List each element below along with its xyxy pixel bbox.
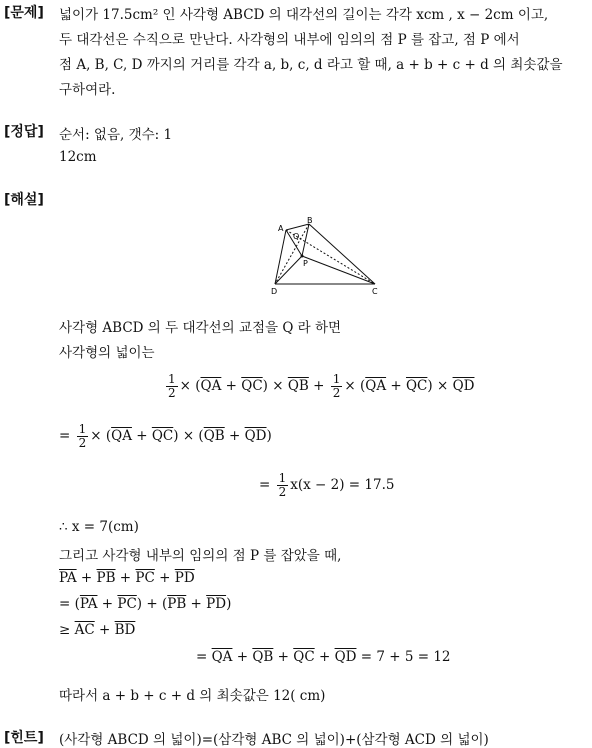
label-d: D (271, 287, 278, 296)
problem-line-1: 넓이가 17.5cm² 인 사각형 ABCD 의 대각선의 길이는 각각 xcm , x − 2cm 이고, (59, 7, 549, 23)
equation-area-value: = $\frac{1}{2}$ x(x − 2) = 17.5 (259, 471, 395, 499)
answer-meta: 순서: 없음, 갯수: 1 (59, 127, 173, 143)
problem-line-2: 두 대각선은 수직으로 만난다. 사각형의 내부에 임의의 점 P 를 잡고, 점 P 에서 (59, 32, 520, 48)
fraction-half: $\frac{1}{2}$ (168, 372, 176, 400)
label-b: B (307, 216, 313, 225)
side-bc (309, 224, 375, 284)
answer-value: 12cm (59, 149, 97, 165)
answer-label: [정답] (4, 124, 44, 140)
explanation-conclusion: 따라서 a + b + c + d 의 최솟값은 12( cm) (59, 688, 326, 704)
problem-label: [문제] (4, 5, 44, 21)
explanation-line-2: 사각형의 넓이는 (59, 345, 155, 361)
side-da (275, 230, 286, 284)
hint-text: (사각형 ABCD 의 넓이)=(삼각형 ABC 의 넓이)+(삼각형 ACD 의 넓이) (59, 732, 489, 748)
fraction-half: $\frac{1}{2}$ (278, 471, 287, 499)
label-q: Q (293, 232, 300, 241)
fraction-half: $\frac{1}{2}$ (78, 422, 87, 450)
fraction-half: $\frac{1}{2}$ (332, 372, 341, 400)
explanation-label: [해설] (4, 192, 44, 208)
side-ab (286, 224, 309, 230)
hint-label: [힌트] (4, 730, 44, 746)
equation-area-sum: $\frac{1}{2}$ × $(\overline{QA} + \overline{QC}) \times \overline{QB}$ + $\frac{1}{2}$ × $(\overline{QA} + \overline{QC}) \times \overline{QD}$ (168, 372, 475, 400)
label-p: P (303, 259, 308, 268)
equation-result: = $\overline{QA} + \overline{QB} + \overline{QC} + \overline{QD} = 7 + 5 = 12$ (196, 649, 451, 665)
explanation-line-1: 사각형 ABCD 의 두 대각선의 교점을 Q 라 하면 (59, 320, 342, 336)
explanation-line-3: ∴ x = 7(cm) (59, 519, 139, 535)
explanation-line-4: 그리고 사각형 내부의 임의의 점 P 를 잡았을 때, (59, 548, 342, 564)
diagonal-bd (275, 224, 309, 284)
equation-distance-sum: $\overline{PA} + \overline{PB} + \overline{PC} + \overline{PD}$ (59, 570, 195, 586)
equation-factored: = $\frac{1}{2}$ × $(\overline{QA} + \overline{QC}) \times (\overline{QB} + \overline{QD})$ (59, 422, 272, 450)
problem-line-4: 구하여라. (59, 82, 116, 98)
diagonal-ac (286, 230, 375, 284)
line-pb (302, 224, 309, 256)
equation-grouped: = $(\overline{PA} + \overline{PC}) + (\overline{PB} + \overline{PD})$ (59, 596, 232, 612)
label-a: A (278, 224, 284, 233)
equation-inequality: ≥ $\overline{AC} + \overline{BD}$ (59, 622, 136, 638)
quadrilateral-diagram (270, 214, 390, 300)
label-c: C (372, 287, 378, 296)
problem-line-3: 점 A, B, C, D 까지의 거리를 각각 a, b, c, d 라고 할 때, a + b + c + d 의 최솟값을 (59, 57, 563, 73)
line-pc (302, 256, 375, 284)
point-p-dot (301, 255, 304, 258)
